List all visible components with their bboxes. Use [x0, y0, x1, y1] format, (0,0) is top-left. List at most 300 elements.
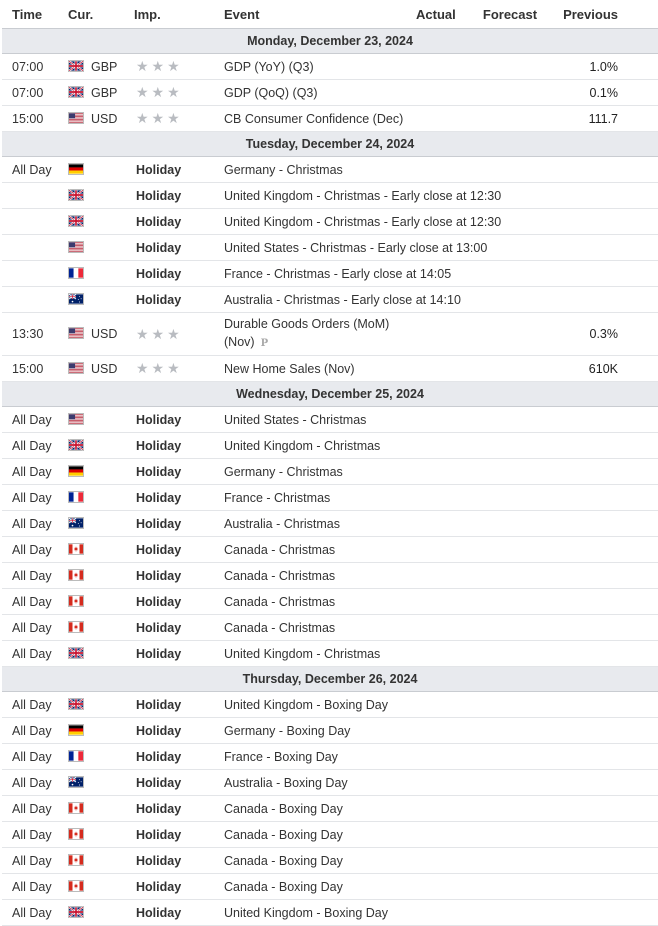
event-currency	[68, 209, 134, 235]
event-actual	[416, 615, 470, 641]
header-row	[2, 0, 658, 29]
event-name[interactable]	[224, 106, 416, 132]
importance-stars-icon: ★★★	[136, 110, 183, 126]
event-currency	[68, 848, 134, 874]
holiday-label: Holiday	[136, 240, 182, 255]
importance-stars-icon: ★★★	[136, 325, 183, 342]
event-name[interactable]	[224, 874, 416, 900]
event-currency	[68, 641, 134, 667]
holiday-label: Holiday	[136, 775, 182, 790]
event-currency	[68, 900, 134, 926]
event-name[interactable]	[224, 511, 416, 537]
uk-flag-icon	[68, 647, 84, 659]
event-actual	[416, 433, 470, 459]
event-forecast	[470, 287, 550, 313]
event-name[interactable]	[224, 209, 502, 235]
event-name[interactable]	[224, 485, 416, 511]
event-actual	[416, 106, 470, 132]
event-actual	[416, 874, 470, 900]
canada-flag-icon	[68, 802, 84, 814]
event-row[interactable]	[2, 80, 658, 106]
event-title-link[interactable]: United Kingdom - Boxing Day	[224, 905, 388, 920]
event-name[interactable]	[224, 54, 416, 80]
event-time: All Day	[2, 589, 68, 615]
event-name[interactable]	[224, 796, 416, 822]
event-time: All Day	[2, 770, 68, 796]
event-forecast	[470, 537, 550, 563]
event-forecast	[470, 692, 550, 718]
event-forecast	[470, 261, 550, 287]
event-time	[2, 287, 68, 313]
event-actual	[416, 563, 470, 589]
event-title-link[interactable]: Germany - Boxing Day	[224, 723, 351, 738]
event-importance	[134, 459, 224, 485]
event-time: All Day	[2, 822, 68, 848]
event-previous	[550, 287, 658, 313]
event-previous	[550, 589, 658, 615]
event-title-link[interactable]: United Kingdom - Christmas - Early close at 12:30	[224, 188, 502, 203]
event-title-link[interactable]: GDP (YoY) (Q3)	[224, 59, 314, 74]
holiday-label: Holiday	[136, 749, 182, 764]
header-event[interactable]: Event	[224, 6, 260, 22]
holiday-label: Holiday	[136, 905, 182, 920]
event-actual	[416, 589, 470, 615]
currency-code: USD	[91, 111, 118, 126]
event-title-link[interactable]: France - Boxing Day	[224, 749, 338, 764]
event-previous	[550, 822, 658, 848]
canada-flag-icon	[68, 621, 84, 633]
event-title-link[interactable]: United Kingdom - Christmas	[224, 438, 381, 453]
event-importance	[134, 692, 224, 718]
event-importance	[134, 157, 224, 183]
event-title-link[interactable]: United States - Christmas - Early close at 13:00	[224, 240, 488, 255]
event-time: All Day	[2, 615, 68, 641]
event-importance	[134, 235, 224, 261]
event-row[interactable]	[2, 589, 658, 615]
event-forecast	[470, 589, 550, 615]
event-importance	[134, 718, 224, 744]
importance-stars-icon: ★★★	[136, 84, 183, 100]
event-time: All Day	[2, 433, 68, 459]
event-previous: 111.7	[550, 106, 658, 132]
australia-flag-icon	[68, 293, 84, 305]
event-previous	[550, 157, 658, 183]
canada-flag-icon	[68, 880, 84, 892]
holiday-label: Holiday	[136, 412, 182, 427]
event-time	[2, 209, 68, 235]
holiday-label: Holiday	[136, 516, 182, 531]
event-importance	[134, 874, 224, 900]
event-row[interactable]	[2, 485, 658, 511]
event-currency	[68, 287, 134, 313]
event-row[interactable]	[2, 822, 658, 848]
event-currency	[68, 80, 134, 106]
event-currency	[68, 235, 134, 261]
event-time	[2, 261, 68, 287]
event-forecast	[470, 641, 550, 667]
event-previous	[550, 770, 658, 796]
event-name[interactable]	[224, 183, 502, 209]
event-row[interactable]	[2, 718, 658, 744]
event-row[interactable]	[2, 537, 658, 563]
holiday-label: Holiday	[136, 162, 182, 177]
event-row[interactable]	[2, 770, 658, 796]
event-time: All Day	[2, 485, 68, 511]
event-forecast	[470, 459, 550, 485]
event-importance	[134, 433, 224, 459]
event-title-link[interactable]: Australia - Boxing Day	[224, 775, 348, 790]
event-title-link[interactable]: Australia - Christmas	[224, 516, 340, 531]
event-title-link[interactable]: Canada - Boxing Day	[224, 827, 343, 842]
event-title-link[interactable]: Durable Goods Orders (MoM) (Nov)	[224, 317, 390, 349]
event-time: 07:00	[2, 54, 68, 80]
event-name[interactable]	[224, 615, 416, 641]
event-actual	[416, 900, 470, 926]
event-previous	[550, 874, 658, 900]
event-importance	[134, 744, 224, 770]
event-forecast	[470, 770, 550, 796]
event-currency	[68, 511, 134, 537]
event-name[interactable]	[224, 563, 416, 589]
holiday-label: Holiday	[136, 214, 182, 229]
event-name[interactable]	[224, 900, 416, 926]
event-title-link[interactable]: New Home Sales (Nov)	[224, 361, 355, 376]
event-row[interactable]	[2, 744, 658, 770]
event-currency	[68, 796, 134, 822]
event-name[interactable]	[224, 848, 416, 874]
holiday-label: Holiday	[136, 646, 182, 661]
currency-code: GBP	[91, 85, 118, 100]
holiday-label: Holiday	[136, 464, 182, 479]
event-forecast	[470, 848, 550, 874]
event-time: All Day	[2, 900, 68, 926]
event-time: All Day	[2, 874, 68, 900]
uk-flag-icon	[68, 698, 84, 710]
event-title-link[interactable]: United Kingdom - Christmas - Early close at 12:30	[224, 214, 502, 229]
event-time: 13:30	[2, 313, 68, 356]
event-importance	[134, 287, 224, 313]
holiday-label: Holiday	[136, 879, 182, 894]
event-title-link[interactable]: Canada - Christmas	[224, 568, 336, 583]
holiday-label: Holiday	[136, 697, 182, 712]
event-forecast	[470, 511, 550, 537]
event-row[interactable]	[2, 874, 658, 900]
holiday-label: Holiday	[136, 292, 182, 307]
event-row[interactable]	[2, 356, 658, 382]
event-row[interactable]	[2, 287, 658, 313]
event-previous: 1.0%	[550, 54, 658, 80]
day-label: Tuesday, December 24, 2024	[2, 132, 658, 157]
event-row[interactable]	[2, 407, 658, 433]
event-time: All Day	[2, 641, 68, 667]
event-forecast	[470, 313, 550, 356]
event-actual	[416, 537, 470, 563]
event-name[interactable]	[224, 692, 416, 718]
uk-flag-icon	[68, 215, 84, 227]
event-previous	[550, 511, 658, 537]
event-row[interactable]	[2, 796, 658, 822]
event-previous: 610K	[550, 356, 658, 382]
event-actual	[416, 459, 470, 485]
event-title-link[interactable]: Canada - Boxing Day	[224, 879, 343, 894]
event-forecast	[470, 615, 550, 641]
event-importance	[134, 900, 224, 926]
event-importance	[134, 796, 224, 822]
us-flag-icon	[68, 413, 84, 425]
event-importance	[134, 511, 224, 537]
event-currency	[68, 615, 134, 641]
event-previous	[550, 459, 658, 485]
event-name[interactable]	[224, 744, 416, 770]
event-actual	[416, 157, 470, 183]
event-previous	[550, 744, 658, 770]
day-label: Monday, December 23, 2024	[2, 29, 658, 54]
event-name[interactable]	[224, 459, 416, 485]
event-row[interactable]	[2, 235, 658, 261]
currency-code: USD	[91, 361, 118, 376]
event-currency	[68, 874, 134, 900]
event-forecast	[470, 900, 550, 926]
event-previous	[550, 261, 658, 287]
canada-flag-icon	[68, 569, 84, 581]
event-row[interactable]	[2, 183, 658, 209]
event-title-link[interactable]: Germany - Christmas	[224, 162, 343, 177]
event-currency	[68, 589, 134, 615]
event-name[interactable]	[224, 641, 416, 667]
event-row[interactable]	[2, 563, 658, 589]
event-importance	[134, 106, 224, 132]
event-title-link[interactable]: United Kingdom - Christmas	[224, 646, 381, 661]
event-time: All Day	[2, 157, 68, 183]
event-title-link[interactable]: United Kingdom - Boxing Day	[224, 697, 388, 712]
event-actual	[416, 407, 470, 433]
event-forecast	[470, 407, 550, 433]
event-name[interactable]	[224, 261, 452, 287]
header-actual[interactable]: Actual	[416, 6, 456, 22]
event-importance	[134, 848, 224, 874]
event-previous	[550, 235, 658, 261]
event-actual	[416, 848, 470, 874]
event-currency	[68, 537, 134, 563]
event-actual	[416, 822, 470, 848]
event-importance	[134, 54, 224, 80]
germany-flag-icon	[68, 724, 84, 736]
canada-flag-icon	[68, 595, 84, 607]
event-name[interactable]	[224, 433, 416, 459]
event-previous: 0.1%	[550, 80, 658, 106]
holiday-label: Holiday	[136, 438, 182, 453]
event-forecast	[470, 485, 550, 511]
event-row[interactable]	[2, 848, 658, 874]
uk-flag-icon	[68, 906, 84, 918]
uk-flag-icon	[68, 60, 84, 72]
holiday-label: Holiday	[136, 853, 182, 868]
event-actual	[416, 80, 470, 106]
event-previous	[550, 183, 658, 209]
event-time: 15:00	[2, 356, 68, 382]
event-name[interactable]	[224, 80, 416, 106]
event-forecast	[470, 563, 550, 589]
event-row[interactable]	[2, 261, 658, 287]
event-title-link[interactable]: Canada - Boxing Day	[224, 853, 343, 868]
event-actual	[416, 770, 470, 796]
event-name[interactable]	[224, 822, 416, 848]
event-currency	[68, 744, 134, 770]
event-name[interactable]	[224, 407, 416, 433]
event-importance	[134, 822, 224, 848]
event-currency	[68, 106, 134, 132]
event-actual	[416, 313, 470, 356]
holiday-label: Holiday	[136, 568, 182, 583]
event-currency	[68, 183, 134, 209]
event-currency	[68, 718, 134, 744]
day-label: Thursday, December 26, 2024	[2, 667, 658, 692]
event-previous	[550, 848, 658, 874]
event-time: All Day	[2, 692, 68, 718]
france-flag-icon	[68, 750, 84, 762]
event-name[interactable]	[224, 356, 416, 382]
header-importance[interactable]: Imp.	[134, 6, 161, 22]
event-importance	[134, 615, 224, 641]
event-currency	[68, 770, 134, 796]
uk-flag-icon	[68, 189, 84, 201]
event-title-link[interactable]: Germany - Christmas	[224, 464, 343, 479]
event-importance	[134, 563, 224, 589]
event-name[interactable]	[224, 718, 416, 744]
event-row[interactable]	[2, 209, 658, 235]
event-row[interactable]	[2, 900, 658, 926]
event-time	[2, 183, 68, 209]
preliminary-icon: P	[260, 338, 269, 349]
event-actual	[416, 641, 470, 667]
event-row[interactable]	[2, 106, 658, 132]
event-importance	[134, 485, 224, 511]
event-previous	[550, 796, 658, 822]
economic-calendar-table	[2, 0, 658, 926]
event-title-link[interactable]: Canada - Christmas	[224, 542, 336, 557]
event-forecast	[470, 874, 550, 900]
event-row[interactable]	[2, 459, 658, 485]
canada-flag-icon	[68, 828, 84, 840]
event-row[interactable]	[2, 313, 658, 356]
event-currency	[68, 485, 134, 511]
holiday-label: Holiday	[136, 490, 182, 505]
header-currency[interactable]: Cur.	[68, 6, 94, 22]
event-name[interactable]	[224, 537, 416, 563]
currency-code: GBP	[91, 59, 118, 74]
event-previous	[550, 563, 658, 589]
france-flag-icon	[68, 267, 84, 279]
us-flag-icon	[68, 112, 84, 124]
event-previous	[550, 900, 658, 926]
header-previous[interactable]: Previous	[563, 6, 618, 22]
event-row[interactable]	[2, 641, 658, 667]
event-currency	[68, 433, 134, 459]
event-currency	[68, 261, 134, 287]
event-currency	[68, 822, 134, 848]
event-importance	[134, 261, 224, 287]
event-name[interactable]	[224, 313, 416, 356]
event-time: All Day	[2, 848, 68, 874]
event-title-link[interactable]: Canada - Christmas	[224, 620, 336, 635]
event-time: All Day	[2, 718, 68, 744]
event-time: All Day	[2, 796, 68, 822]
event-importance	[134, 80, 224, 106]
uk-flag-icon	[68, 86, 84, 98]
event-actual	[416, 796, 470, 822]
day-header-row	[2, 132, 658, 157]
currency-code: USD	[91, 327, 118, 341]
event-previous	[550, 537, 658, 563]
event-name[interactable]	[224, 235, 488, 261]
event-currency	[68, 563, 134, 589]
event-forecast	[470, 54, 550, 80]
event-time: All Day	[2, 459, 68, 485]
event-title-link[interactable]: United States - Christmas	[224, 412, 367, 427]
event-row[interactable]	[2, 615, 658, 641]
event-actual	[416, 485, 470, 511]
event-actual	[416, 54, 470, 80]
header-forecast[interactable]: Forecast	[482, 6, 538, 22]
event-name[interactable]	[224, 157, 416, 183]
event-row[interactable]	[2, 54, 658, 80]
event-title-link[interactable]: France - Christmas	[224, 490, 331, 505]
event-previous	[550, 209, 658, 235]
event-actual	[416, 511, 470, 537]
header-time[interactable]: Time	[12, 6, 43, 22]
event-title-link[interactable]: Canada - Boxing Day	[224, 801, 343, 816]
event-row[interactable]	[2, 511, 658, 537]
event-forecast	[470, 744, 550, 770]
event-name[interactable]	[224, 770, 416, 796]
germany-flag-icon	[68, 163, 84, 175]
event-forecast	[470, 356, 550, 382]
event-row[interactable]	[2, 433, 658, 459]
day-header-row	[2, 667, 658, 692]
event-previous	[550, 718, 658, 744]
event-row[interactable]	[2, 157, 658, 183]
holiday-label: Holiday	[136, 542, 182, 557]
event-currency	[68, 407, 134, 433]
event-title-link[interactable]: Canada - Christmas	[224, 594, 336, 609]
france-flag-icon	[68, 491, 84, 503]
event-title-link[interactable]: GDP (QoQ) (Q3)	[224, 85, 318, 100]
australia-flag-icon	[68, 517, 84, 529]
us-flag-icon	[68, 327, 84, 339]
holiday-label: Holiday	[136, 594, 182, 609]
event-row[interactable]	[2, 692, 658, 718]
event-title-link[interactable]: CB Consumer Confidence (Dec)	[224, 111, 404, 126]
holiday-label: Holiday	[136, 827, 182, 842]
day-header-row	[2, 382, 658, 407]
germany-flag-icon	[68, 465, 84, 477]
event-currency	[68, 356, 134, 382]
holiday-label: Holiday	[136, 801, 182, 816]
event-name[interactable]	[224, 287, 461, 313]
event-currency	[68, 54, 134, 80]
us-flag-icon	[68, 241, 84, 253]
event-title-link[interactable]: France - Christmas - Early close at 14:05	[224, 266, 452, 281]
event-title-link[interactable]: Australia - Christmas - Early close at 14:10	[224, 292, 461, 307]
event-name[interactable]	[224, 589, 416, 615]
event-importance	[134, 589, 224, 615]
event-currency	[68, 692, 134, 718]
event-forecast	[470, 106, 550, 132]
event-forecast	[470, 718, 550, 744]
event-importance	[134, 356, 224, 382]
day-header-row	[2, 29, 658, 54]
event-time: All Day	[2, 407, 68, 433]
